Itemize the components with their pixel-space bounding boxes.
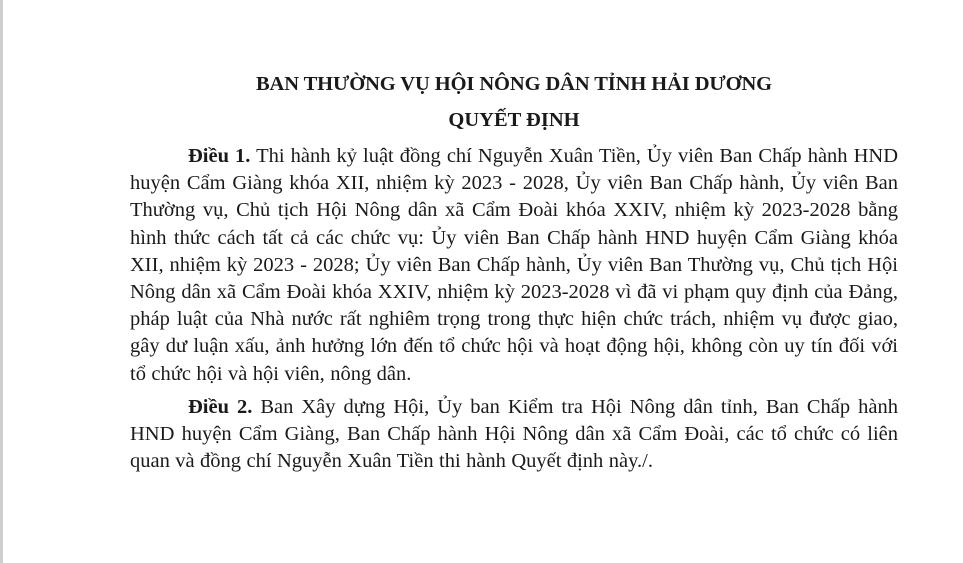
article-1-label: Điều 1. — [188, 145, 251, 167]
article-1-text: Thi hành kỷ luật đồng chí Nguyễn Xuân Tiền, Ủy viên Ban Chấp hành HND huyện Cẩm Giàng khóa XII, nhiệm kỳ 2023 - 2028, Ủy viên Ban Chấp hành, Ủy viên Ban Thường vụ, Chủ tịch Hội Nông dân xã Cẩm Đoài khóa XXIV, nhiệm kỳ 2023-2028 bằng hình thức cách tất cả các chức vụ: Ủy viên Ban Chấp hành HND huyện Cẩm Giàng khóa XII, nhiệm kỳ 2023 - 2028; Ủy viên Ban Chấp hành, Ủy viên Ban Thường vụ, Chủ tịch Hội Nông dân xã Cẩm Đoài khóa XXIV, nhiệm kỳ 2023-2028 vì đã vi phạm quy định của Đảng, pháp luật của Nhà nước rất nghiêm trọng trong thực hiện chức trách, nhiệm vụ được giao, gây dư luận xấu, ảnh hưởng lớn đến tổ chức hội và hoạt động hội, không còn uy tín đối với tổ chức hội và hội viên, nông dân. — [130, 145, 898, 385]
article-2 — [130, 394, 898, 476]
document-page — [130, 66, 898, 475]
scan-left-border — [0, 0, 3, 563]
article-2-label: Điều 2. — [188, 395, 253, 418]
article-2-text: Ban Xây dựng Hội, Ủy ban Kiểm tra Hội Nông dân tỉnh, Ban Chấp hành HND huyện Cẩm Giàng, Ban Chấp hành Hội Nông dân xã Cẩm Đoài, các tổ chức có liên quan và đồng chí Nguyễn Xuân Tiền thi hành Quyết định này./. — [130, 395, 898, 473]
document-title: QUYẾT ĐỊNH — [448, 109, 580, 131]
article-1 — [130, 143, 898, 388]
organization-heading: BAN THƯỜNG VỤ HỘI NÔNG DÂN TỈNH HẢI DƯƠNG — [255, 73, 773, 95]
